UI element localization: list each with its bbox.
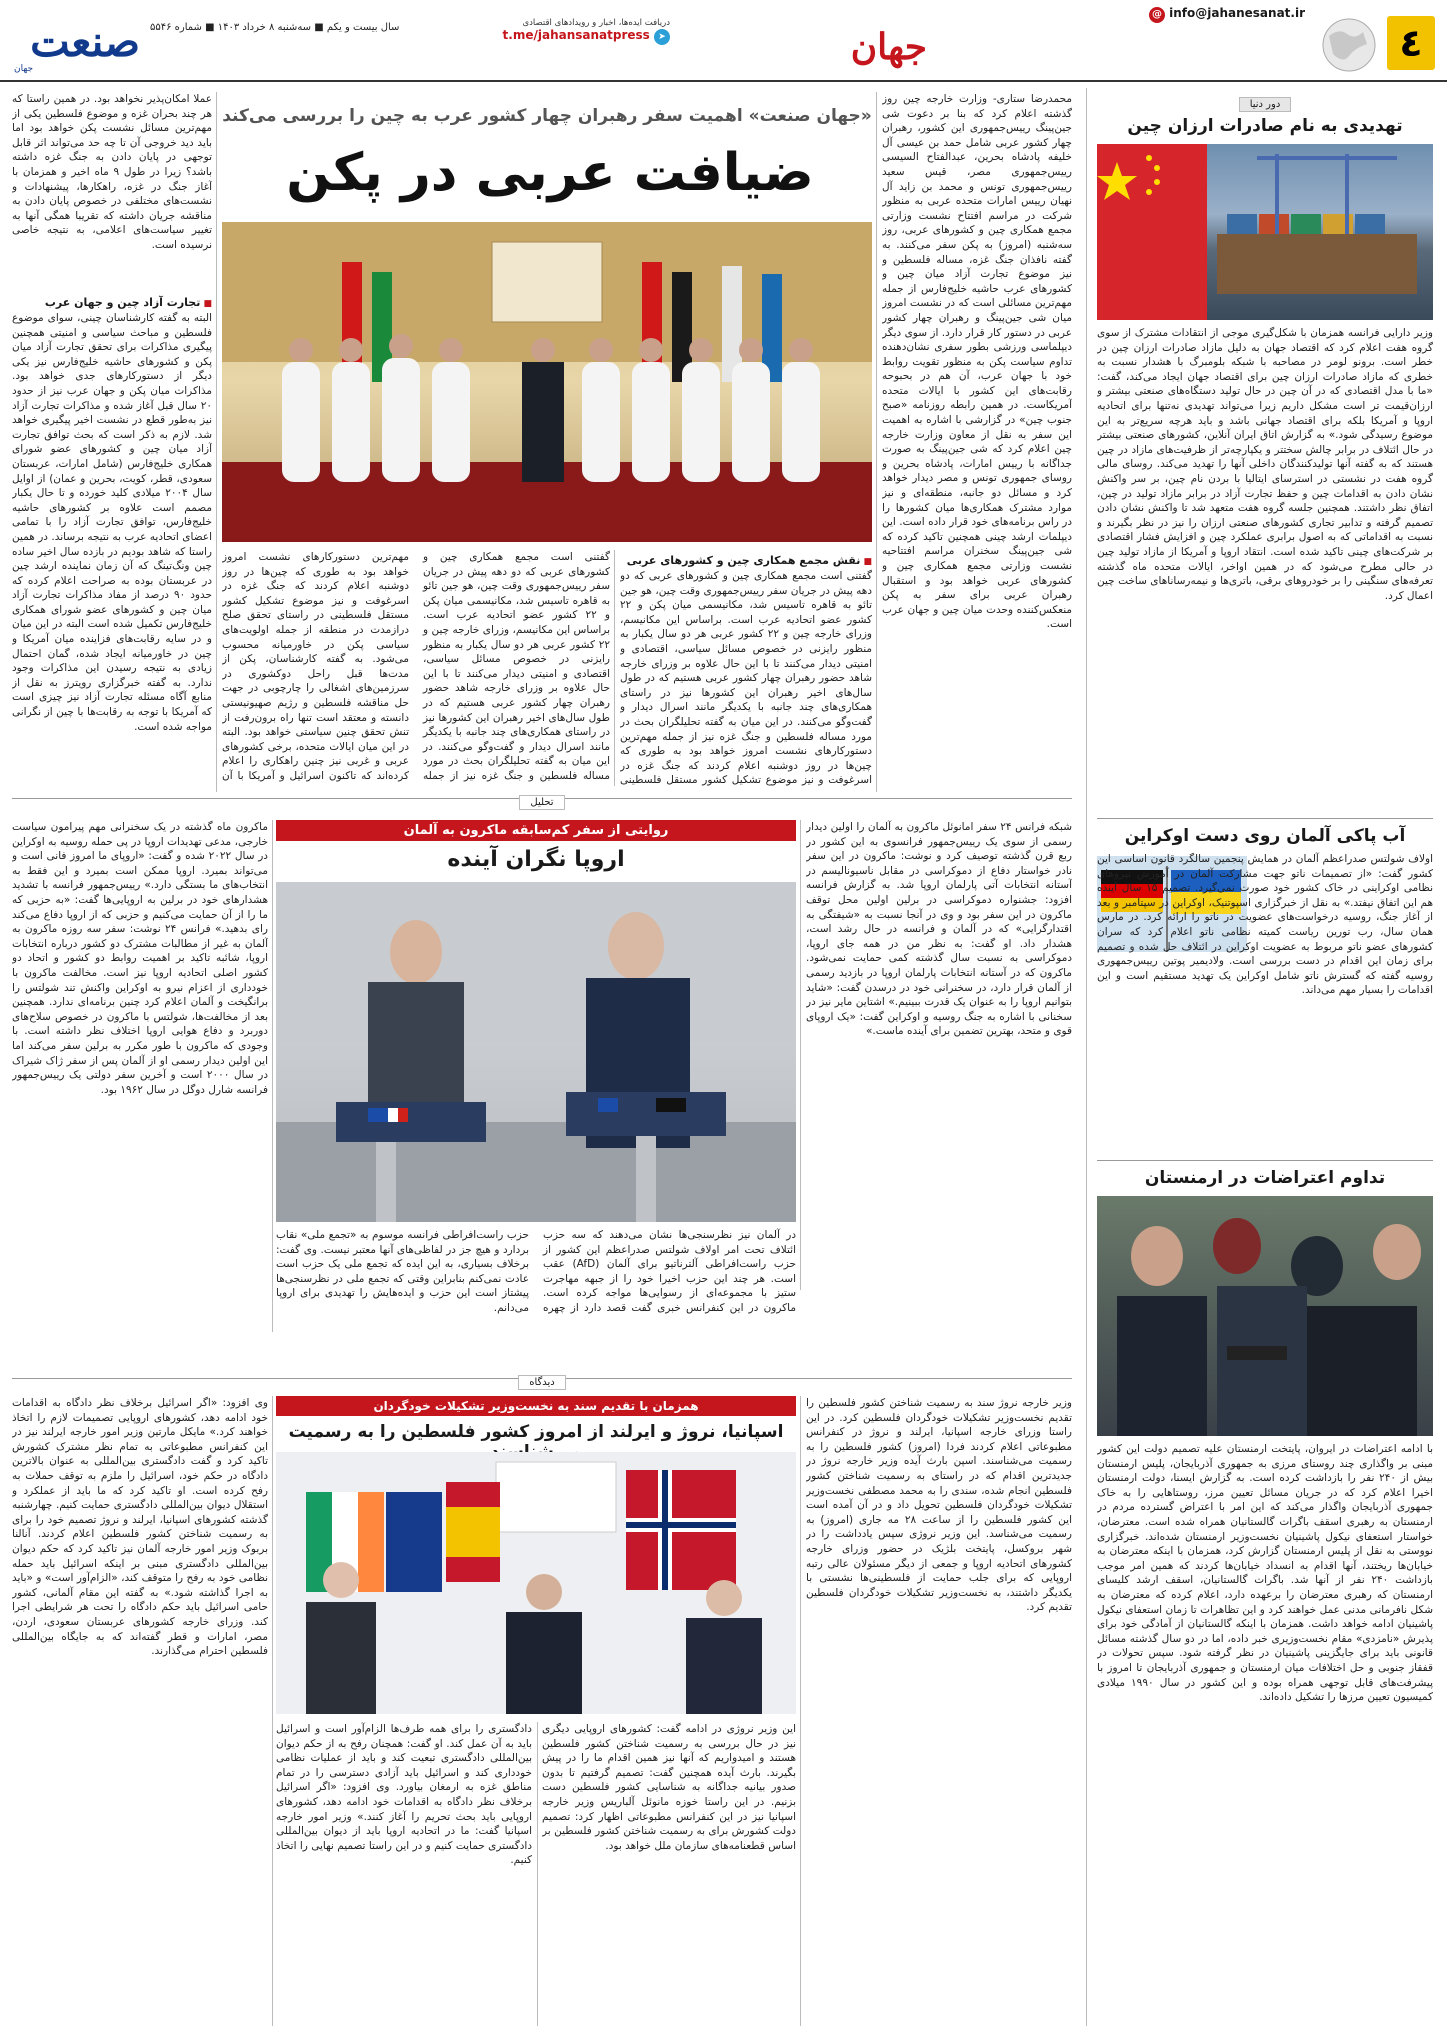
logo: صنعت جهان <box>14 17 140 74</box>
article-title: اسپانیا، نروژ و ایرلند از امروز کشور فلسطین را به رسمیت <box>288 1422 784 1442</box>
telegram-block: دریافت ایده‌ها، اخبار و رویدادهای اقتصادی t.me/jahansanatpress ➤ <box>460 18 670 45</box>
issue-line: سال بیست و یکم ■ سه‌شنبه ۸ خرداد ۱۴۰۳ ■ شماره ۵۵۴۶ <box>150 22 400 33</box>
article-body: در آلمان نیز نظرسنجی‌ها نشان می‌دهند که سه حزب ائتلاف تحت امر اولاف شولتس صدراعظم این کشور از حزب راست‌افراطی آلترناتیو برای آلمان (AfD) عقب است. هر چند این حزب اخیرا خود را از جبهه مهاجرت ستیز با مجموعه‌ای از رسوایی‌ها مواجه کرده است. ماکرون در این کنفرانس خبری گفت قصد دارد از چهره حزب راست‌افراطی فرانسه موسوم به «تجمع ملی» نقاب بردارد و هیچ جز در لفاظی‌های آنها معتبر نیست. وی گفت: برخلاف بسیاری، به این ایده که تجمع ملی یک حزب است عادت نمی‌کنم بنابراین وقتی که تجمع ملی در نظرسنجی‌ها پیشتاز است این حزب و ایده‌هایش را تهدیدی برای اروپا می‌دانم. <box>276 1229 796 1314</box>
article-body: ماکرون ماه گذشته در یک سخنرانی مهم پیرامون سیاست خارجی، مدعی تهدیدات اروپا در پی حمله روسیه به اوکراین در سال ۲۰۲۲ شده و گفت: «اروپای ما امروز فانی است و می‌تواند بمیرد. اروپا ممکن است بمیرد و این فقط به انتخاب‌های ما بستگی دارد.» رییس‌جمهور فرانسه با تشدید هشدارهای خود در برلین به اروپایی‌ها گفت: «به حزبی که ما را از آن حمایت می‌کنیم و حزبی که از اروپا دفاع می‌کند رای بدهید.» فرانس ۲۴ نوشت: سفر سه روزه ماکرون به آلمان به غیر از مطالبات مشترک دو کشور درباره انتخابات اروپا، شائبه تاکید بر اهمیت روابط دو کشور و اتحاد دو کشور اصلی اتحادیه اروپا نیز است. مخالفت ماکرون با خودداری از اعزام نیرو به اوکراین واکنش تند شولتس را برانگیخت و آلمان اعلام کرد چنین برنامه‌ای ندارد. همچنین بعد از مخالفت‌ها، شولتس با ماکرون در خصوص سلاح‌های دوربرد و دفاع هوایی اروپا اختلاف نظر داشته است. با وجودی که ماکرون با طور مکرر به برلین سفر می‌کند اما این اولین دیدار رسمی او از آلمان پس از سفر ژاک شیراک در سال ۲۰۰۰ است و آخرین سفر دولتی یک رییس‌جمهور فرانسه شارل دوگل در سال ۱۹۶۲ بود. <box>12 821 268 1096</box>
article-body: دادگستری را برای همه طرف‌ها الزام‌آور است و اسرائیل باید به آن عمل کند. او گفت: همچنان رفح به از حکم دیوان بین‌المللی دادگستری تبعیت کند و باید از عملیات نظامی خودداری کند و اسرائیل باید آزادی دسترسی را در تمام مناطق غزه به ارمغان بیاورد. وی افزود: «اگر اسرائیل برخلاف نظر دادگاه به اقدامات خود ادامه دهد، کشورهای اروپایی باید بحث تحریم را آغاز کنند.» وزیر امور خارجه اسپانیا گفت: ما در اتحادیه اروپا باید از دیوان بین‌المللی دادگستری حمایت کنیم و در این راستا تصمیم نهایی را اتخاذ کنیم. <box>276 1723 532 1867</box>
palestine-column-2 <box>542 1722 796 2026</box>
article-body: این وزیر نروژی در ادامه گفت: کشورهای اروپایی دیگری نیز در حال بررسی به رسمیت شناختن کشور فلسطین هستند و امیدواریم که آنها نیز همین اقدام ما را در پیش بگیرند. بارث آیده همچنین گفت: تصمیم گرفتیم تا بدون صدور بیانیه جداگانه به شناسایی کشور فلسطین دست بزنیم. در این راستا خوزه مانوئل آلباریس وزیر خارجه اسپانیا نیز در این کنفرانس مطبوعاتی اظهار کرد: تصمیم دولت کشورش برای به رسمیت شناختن کشور فلسطین بر اساس قطعنامه‌های سازمان ملل خواهد بود. <box>542 1723 796 1852</box>
europe-tag-wrap <box>12 790 1072 810</box>
article-body: شبکه فرانس ۲۴ سفر امانوئل ماکرون به آلمان را اولین دیدار رسمی از سوی یک رییس‌جمهور فرانسوی به این کشور در ربع قرن گذشته توصیف کرد و نوشت: ماکرون در این سفر نادر خواستار دفاع از دموکراسی در مقابل ناسیونالیسم در آستانه انتخابات آتی پارلمان اروپا شد. به گزارش فرانسه افزود: جشنواره دموکراسی در برلین اولین محل توقف ماکرون در این سفر بود و وی در آنجا نسبت به «شیفتگی به اقتدارگرایی» که در آلمان و فرانسه در حال رشد است، هشدار داد. او گفت: به نظر من در همه جای اروپا، دموکراسی به نسبت سال گذشته کمی حمایت نمی‌شود. ماکرون که در آستانه انتخابات پارلمان اروپا در بازدید رسمی از آلمان قرار دارد، در سخنرانی خود در درسدن گفت: «شاید بتوانیم اروپا را به عنوان یک قدرت ببینیم.» اشتاین مایر نیز در سخنانی با اشاره به جنگ روسیه و اوکراین گفت: «یک اروپای قوی و متحد، بهترین تضمین برای آینده ماست.» <box>806 821 1072 1038</box>
email-icon: @ <box>1149 7 1165 23</box>
globe-icon <box>1319 16 1379 74</box>
telegram-link[interactable]: t.me/jahansanatpress <box>502 28 650 42</box>
palestine-column-1 <box>806 1396 1072 2026</box>
europe-column-3 <box>12 820 268 1332</box>
subhead: ■ تجارت آزاد چین و جهان عرب <box>12 296 212 309</box>
article-body: عملا امکان‌پذیر نخواهد بود. در همین راستا که هر چند بحران غزه و موضوع فلسطین یکی از مهم‌ترین مسائل نشست پکن خواهد بود اما باید دید خروجی آن تا چه حد می‌تواند اثر قابل توجهی در پایان دادن به جنگ غزه داشته باشد؟ زیرا در طول ۹ ماه اخیر و همزمان با آغاز جنگ در غزه، راهکارها، پیشنهادات و نشست‌های مختلفی در خصوص پایان دادن به مناقشه جریان داشته که تقریبا همگی آنها به تغییر سیاست‌های اعلامی، به نتیجه خاصی نرسیده است. <box>12 93 212 251</box>
article-body: وزیر خارجه نروژ سند به رسمیت شناختن کشور فلسطین را تقدیم نخست‌وزیر تشکیلات خودگردان فلسطین کرد. در این راستا وزرای خارجه اسپانیا، ایرلند و نروژ در کنفرانس مطبوعاتی اعلام کردند فردا (امروز) کشور فلسطین را به رسمیت می‌شناسند. اسپن بارث آیده وزیر خارجه نروژ در جدیدترین اقدام که در راستای به رسمیت شناختن کشور فلسطین انجام شده، سندی را به محمد مصطفی نخست‌وزیر تشکیلات خودگردان فلسطین تحویل داد و در آن آمده است این کشور فلسطین را از ساعت ۲۸ مه جاری (امروز) به رسمیت می‌شناسد. این وزیر نروژی سپس یادداشت را در شهر بروکسل، پایتخت بلژیک در حضور وزرای خارجه کشورهای اتحادیه اروپا و جمعی از دیگر مسئولان عالی رتبه اروپایی که برای جلب حمایت از فلسطینی‌ها نشستی با یکدیگر داشتند، به نخست‌وزیر تشکیلات خودگردان فلسطین تقدیم کرد. <box>806 1397 1072 1614</box>
telegram-icon: ➤ <box>654 29 670 45</box>
armenia-article <box>1097 1168 1433 2040</box>
arab-leaders-beijing-photo <box>222 222 872 542</box>
palestine-column-3 <box>276 1722 532 2026</box>
subhead: ■ نقش مجمع همکاری چین و کشورهای عربی <box>620 554 872 567</box>
masthead <box>0 0 1447 82</box>
article-body: وی افزود: «اگر اسرائیل برخلاف نظر دادگاه به اقدامات خود ادامه دهد، کشورهای اروپایی تصمیمات لازم را اتخاذ خواهند کرد.» مایکل مارتین وزیر امور خارجه ایرلند نیز در این کنفرانس مطبوعاتی به تمام نظر مشترک کشورش تاکید کرد و گفت دادگستری بین‌المللی به عنوان بالاترین دادگاه در حکم خود، اسرائیل را ملزم به توقف حملات به رفح کرده است. او تاکید کرد که ما باید از عملکرد و استقلال دیوان بین‌المللی دادگستری حمایت کنیم. چهارشنبه گذشته کشورهای اسپانیا، ایرلند و نروژ تصمیم خود را برای به رسمیت شناختن کشور فلسطین اعلام کردند. آنالنا بربوک وزیر امور خارجه آلمان نیز تاکید کرد که حکم دیوان بین‌المللی دادگستری مبنی بر اینکه اسرائیل باید حمله نظامی خود به رفح را متوقف کند، «الزام‌آور است» و «باید به اجرا گذاشته شود.» به گفته این مقام آلمانی، کشور حامی اسرائیل باید حکم دادگاه را تحت هر شرایطی اجرا کند. وزرای خارجه کشورهای عربستان سعودی، اردن، مصر، امارات و قطر گفته‌اند که به جایگاه بین‌المللی فلسطین احترام می‌گذارند. <box>12 1397 268 1658</box>
europe-column-1 <box>806 820 1072 1290</box>
article-title: تهدیدی به نام صادرات ارزان چین <box>1127 116 1403 136</box>
armenia-protest-photo <box>1097 1196 1433 1436</box>
palestine-tag-wrap <box>12 1370 1072 1390</box>
palestine-kicker: همزمان با تقدیم سند به نخست‌وزیر تشکیلات خودگردان اسپانیا، نروژ و ایرلند از امروز کشور فلسطین را به رسمیت <box>276 1396 796 1462</box>
article-title: آب پاکی آلمان روی دست اوکراین <box>1124 826 1406 846</box>
palestine-column-4 <box>12 1396 268 2026</box>
page-number: ٤ <box>1387 16 1435 70</box>
article-body: گفتنی است مجمع همکاری چین و کشورهای عربی که دو دهه پیش در جریان سفر رییس‌جمهوری وقت چین، هو جین تائو به قاهره تاسیس شد، مکانیسمی میان پکن و ۲۲ کشور عضو اتحادیه عرب است. براساس این مکانیسم، وزرای خارجه چین و ۲۲ کشور عربی هر دو سال یکبار به منظور رایزنی در خصوص مسائل سیاسی، اقتصادی و امنیتی دیدار می‌کنند تا با این حال علاوه بر وزرای خارجه شاهد حضور رهبران چهار کشور عربی هستیم که در طول سال‌های اخیر رهبران این کشورها نیز در راستای همکاری‌های چند جانبه با یکدیگر مانند اسرال دیدار و گفت‌وگو می‌کنند. در این میان به گفته تحلیلگران بحث در مورد مساله فلسطین و جنگ غزه نیز از جمله مهم‌ترین دستورکارهای نشست امروز خواهد بود به طوری که چین‌ها در روز دوشنبه اعلام کردند که جنگ غزه در اسرغوفت و نیز موضوع تشکیل کشور مستقل فلسطینی در راستای تحقق صلح درازمدت در منطقه از جمله اولویت‌های سیاسی پکن در خاورمیانه محسوب می‌شود. به گفته کارشناسان، پکن از مدت‌ها قبل راحل دوکشوری در سرزمین‌های اشغالی را چارچوبی در جهت حل مناقشه فلسطین و رژیم صهیونیستی دانسته و معتقد است تنها راه برون‌رفت از تنش تحقق چنین سیاستی خواهد بود. البته در این میان ایالات متحده، برخی کشورهای عربی و غربی نیز چنین راهکاری را اعلام کرده‌اند که تاکنون اسرائیل و آمریکا با آن <box>222 551 610 782</box>
macron-scholz-photo <box>276 882 796 1222</box>
article-body: محمدرضا ستاری- وزارت خارجه چین روز گذشته اعلام کرد که بنا بر دعوت شی جین‌پینگ رییس‌جمهوری این کشور، رهبران چهار کشور عربی شامل حمد بن عیسی آل خلیفه پادشاه بحرین، عبدالفتاح السیسی رییس‌جمهوری مصر، قیس سعید رییس‌جمهوری تونس و محمد بن زاید آل نهیان رییس امارات متحده عربی به منظور شرکت در مراسم افتتاح نشست وزارتی مجمع همکاری چین و کشورهای عربی، روز سه‌شنبه (امروز) به پکن سفر می‌کنند. به گفته نافذان جنگ غزه، مساله فلسطین و نیز موضوع تجارت آزاد میان چین و کشورهای عرب حاشیه خلیج‌فارس از جمله مهم‌ترین مسائلی است که در نشست امروز میان شی جین‌پینگ و رهبران چهار کشور عربی در دستور کار قرار دارد. از سوی دیگر دیپلماسی ورزشی بطور سفری نشان‌دهنده تداوم سیاست پکن به منظور تقویت روابط خود با جهان عرب، آن هم در بحبوحه رقابت‌های این کشور با ایالات متحده آمریکاست. در همین رابطه روزنامه «صبح جنوب چین» در گزارشی با اشاره به اهمیت این سفر به نقل از معاون وزارت خارجه چین اعلام کرد که شی جین‌پینگ به صورت جداگانه با رییس امارات، پادشاه بحرین و روسای جمهوری تونس و مصر دیدار خواهد کرد و مسائل دو جانبه، منطقه‌ای و نیز موارد مشترک همکاری‌ها میان کشورها را در راس برنامه‌های خود قرار داده است. این دیپلمات ارشد چینی همچنین تاکید کرده که شی جین‌پینگ سخنران مراسم افتتاحیه نشست وزارتی مجمع همکاری چین و کشورهای عربی خواهد بود و استقبال رهبران عربی برای سفر به پکن منعکس‌کننده وحدت میان چین و جهان عرب است. <box>882 93 1072 631</box>
spain-norway-ireland-photo <box>276 1452 796 1714</box>
lead-column-4 <box>12 92 212 789</box>
europe-column-2 <box>276 1228 796 1332</box>
section-tag: تحلیل <box>519 795 564 810</box>
section-tag: دور دنیا <box>1239 97 1292 112</box>
article-title: اروپا نگران آینده <box>447 847 625 872</box>
europe-kicker: روایتی از سفر کم‌سابقه ماکرون به آلمان اروپا نگران آینده <box>276 820 796 872</box>
lead-overline: «جهان صنعت» اهمیت سفر رهبران چهار کشور عرب به چین را بررسی می‌کند <box>222 106 872 126</box>
china-export-article <box>1097 92 1433 826</box>
lead-headline: ضیافت عربی در پکن <box>286 143 814 203</box>
container-port-photo <box>1097 144 1433 320</box>
section-tag: دیدگاه <box>518 1375 566 1390</box>
article-body: البته به گفته کارشناسان چینی، سوای موضوع فلسطین و مباحث سیاسی و امنیتی همچنین پیگیری مذاکرات برای تحقق تجارت آزاد میان پکن و کشورهای حاشیه خلیج‌فارس نیز یکی دیگر از دستورکارهای جدی خواهد بود. مذاکرات میان پکن و جهان عرب نیز از حدود ۲۰ سال قبل آغاز شده و مذاکرات تجارت آزاد نیز به‌طور قطع در نشست اخیر پیگیری خواهد شد. لازم به ذکر است که بحث توافق تجارت آزاد میان چین و کشورهای عضو شورای همکاری خلیج‌فارس (شامل امارات، عربستان سعودی، قطر، کویت، بحرین و عمان) از اوایل سال ۲۰۰۴ میلادی کلید خورده و تا حال یکبار مصمم است علاوه بر کشورهای حاشیه خلیج‌فارس، توافق تجارت آزاد را با تمامی اعضای اتحادیه عرب به نتیجه برساند. در همین راستا که شاهد بودیم در بازده سال اخیر ساده چین ونگ‌تینگ که آن زمان نماینده ارشد چین در عربستان بوده به صراحت اعلام کرده که حدود ۹۰ درصد از مفاد مذاکرات تجارت آزاد میان چین و کشورهای عضو شورای همکاری خلیج‌فارس تکمیل شده است البته در این میان و در سایه رقابت‌های فزاینده میان آمریکا و چین در خاورمیانه ایجاد شده، گمان احتمال زیادی به نتیجه رسیدن این مذاکرات وجود ندارد. به گفته خبرگزاری رویترز به نقل از منابع آگاه مسئله تجارت آزاد نیز چیزی است که آمریکا با توجه به رقابت‌ها با چین از نگرانی مواجه شده است. <box>12 312 212 733</box>
article-body: گفتنی است مجمع همکاری چین و کشورهای عربی که دو دهه پیش در جریان سفر رییس‌جمهوری وقت چین، هو جین تائو به قاهره تاسیس شد، مکانیسمی میان پکن و ۲۲ کشور عضو اتحادیه عرب است. براساس این مکانیسم، وزرای خارجه چین و ۲۲ کشور عربی هر دو سال یکبار به منظور رایزنی در خصوص مسائل سیاسی، اقتصادی و امنیتی دیدار می‌کنند تا با این حال علاوه بر وزرای خارجه شاهد حضور رهبران چهار کشور عربی هستیم که در طول سال‌های اخیر رهبران این کشورها نیز در راستای همکاری‌های چند جانبه با یکدیگر مانند اسرال دیدار و گفت‌وگو می‌کنند. در این میان به گفته تحلیلگران بحث در مورد مساله فلسطین و جنگ غزه نیز از جمله مهم‌ترین دستورکارهای نشست امروز خواهد بود به طوری که چین‌ها در روز دوشنبه اعلام کردند که جنگ غزه در اسرغوفت و نیز موضوع تشکیل کشور مستقل فلسطینی <box>620 570 872 787</box>
lead-column-2 <box>620 550 872 787</box>
article-body: اولاف شولتس صدراعظم آلمان در همایش پنجمین سالگرد قانون اساسی این کشور گفت: «از تصمیمات ناتو جهت مشارکت آلمان در آموزش نیروهای نظامی اوکراینی در خاک کشور خود صورت نمی‌گیرد. تصمیم ۱۵ سال آینده هم این اتفاق نیفتد.» به نقل از خبرگزاری اسپوتنیک، اوکراین در سپتامبر و بعد از آغاز جنگ، روسیه درخواست‌های عضویت در ناتو را ارائه کرد. در مارس همان سال، رب تورین ریاست کمیته نظامی ناتو اعلام کرد که سران کشورهای عضو ناتو مربوط به عضویت اوکراین در ائتلاف حل شده و تصمیم برای زمان این اقدام در دست بررسی است. ولادیمیر پوتین رییس‌جمهوری روسیه گفته که گسترش ناتو شامل اوکراین یک تهدید مستقیم است و این اقدامات را بسیار مهم می‌داند. <box>1097 853 1433 997</box>
email-line: @ info@jahanesanat.ir <box>1149 6 1305 23</box>
article-body: با ادامه اعتراضات در ایروان، پایتخت ارمنستان علیه تصمیم دولت این کشور مبنی بر واگذاری چند روستای مرزی به جمهوری آذربایجان، پلیس ارمنستان بیش از ۲۴۰ نفر را بازداشت کرده است. به گزارش ایسنا، دولت ارمنستان اخیرا اعلام کرد که در جریان مسائل تعیین مرز، روستاهایی را به خاک جمهوری آذربایجان واگذار می‌کند که این امر با اعتراض گسترده مردم در ارمنستان به رهبری اسقف باگرات گالستانیان همراه شده است. معترضان، خواستار استعفای نیکول پاشینیان نخست‌وزیر ارمنستان شده‌اند. خبرگزاری نووستی به نقل از پلیس ارمنستان گزارش کرد، همزمان با اینکه معترضان به خیابان‌ها ریختند، آنها اقدام به انسداد خیابان‌ها کردند که همین امر موجب بازداشت ۲۴۰ نفر از آنها شد. باگرات گالستانیان، اسقف ارشد کلیسای ارمنستان که رهبری معترضان را برعهده دارد، اعلام کرده که معترضان به شکل نافرمانی مدنی عمل خواهند کرد و این تظاهرات تا زمان استعفای نیکول پاشینیان ادامه خواهد داشت. همزمان با اینکه گالستانیان از آمادگی خود برای پذیرش «نامزدی» مقام نخست‌وزیری خبر داده، اما در دو سال گذشته مسائل قانونی باید برای جایگزینی پاشینیان در نظر گرفته شود. سپس تحولات در قفقاز جنوبی و حل اختلافات میان ارمنستان و جمهوری آذربایجان تا امروز با پیشرفت‌های قابل توجهی همراه بوده و این کشور در سال ۱۹۹۰ میلادی کمیسیون تعیین مرزها را تشکیل داده‌اند. <box>1097 1443 1433 1704</box>
article-body: وزیر دارایی فرانسه همزمان با شکل‌گیری موجی از انتقادات مشترک از سوی گروه هفت اعلام کرد که اقتصاد جهان به دلیل مازاد صادرات ارزان چین در خطر است. برونو لومر در مصاحبه با شبکه بلومبرگ با هشدار نسبت به خطری که مازاد صادرات ارزان چین برای اقتصاد جهان ایجاد می‌کند، گفت: «ما با مدل اقتصادی که در آن چین در حال تولید دستگاه‌های صنعتی بیشتر و ارزان‌قیمت تر است مشکل داریم زیرا می‌تواند تهدیدی نه‌تنها برای اتحادیه اروپا و آمریکا بلکه برای اقتصاد جهانی باشد و باید هرچه سریع‌تر به این موضوع رسیدگی شود.» به گزارش اتاق ایران آنلاین، کشورهای صنعتی بیشتر در حال ائتلاف در برابر چالش سختتر و یکپارچه‌تر از ظرفیت‌های مازاد در چین هستند که به گفته آنها تولیدکنندگان داخلی آنها را تهدید می‌کند. روسای مالی گروه هفت در نشستی در استرسای ایتالیا با بردن نام چین، بر سر واکنش نشان دادن به اقدامات چین و حفظ تجارت آزاد در برابر مازاد تولید در چین، اتفاق نظر داشتند. همچنین جلسه گروه هفت متعهد شد تا واکنش نشان دادن تصمیم گرفته و تدابیر تجاری کشورهای صنعتی ارزان را نیز در نظر بگیرند و نسبت به اقداماتی که به اصول برابری عملکرد چین و افزایش فشار اقتصادی بر شرکت‌های چینی تاکید شده است. انتقاد اروپا و آمریکا از مازاد تولید چین در حالی مطرح می‌شود که در همین اواخر، ایالات متحده ماه گذشته تعرفه‌های سنگینی را بر خودروهای برقی، باتری‌ها و نیمه‌رساناهای ساخت چین اعمال کرد. <box>1097 327 1433 602</box>
lead-column-3 <box>222 550 610 786</box>
article-title: تداوم اعتراضات در ارمنستان <box>1144 1168 1386 1188</box>
lead-column-1 <box>882 92 1072 792</box>
germany-ukraine-article <box>1097 826 1433 1112</box>
section-title: جهان <box>850 26 927 68</box>
